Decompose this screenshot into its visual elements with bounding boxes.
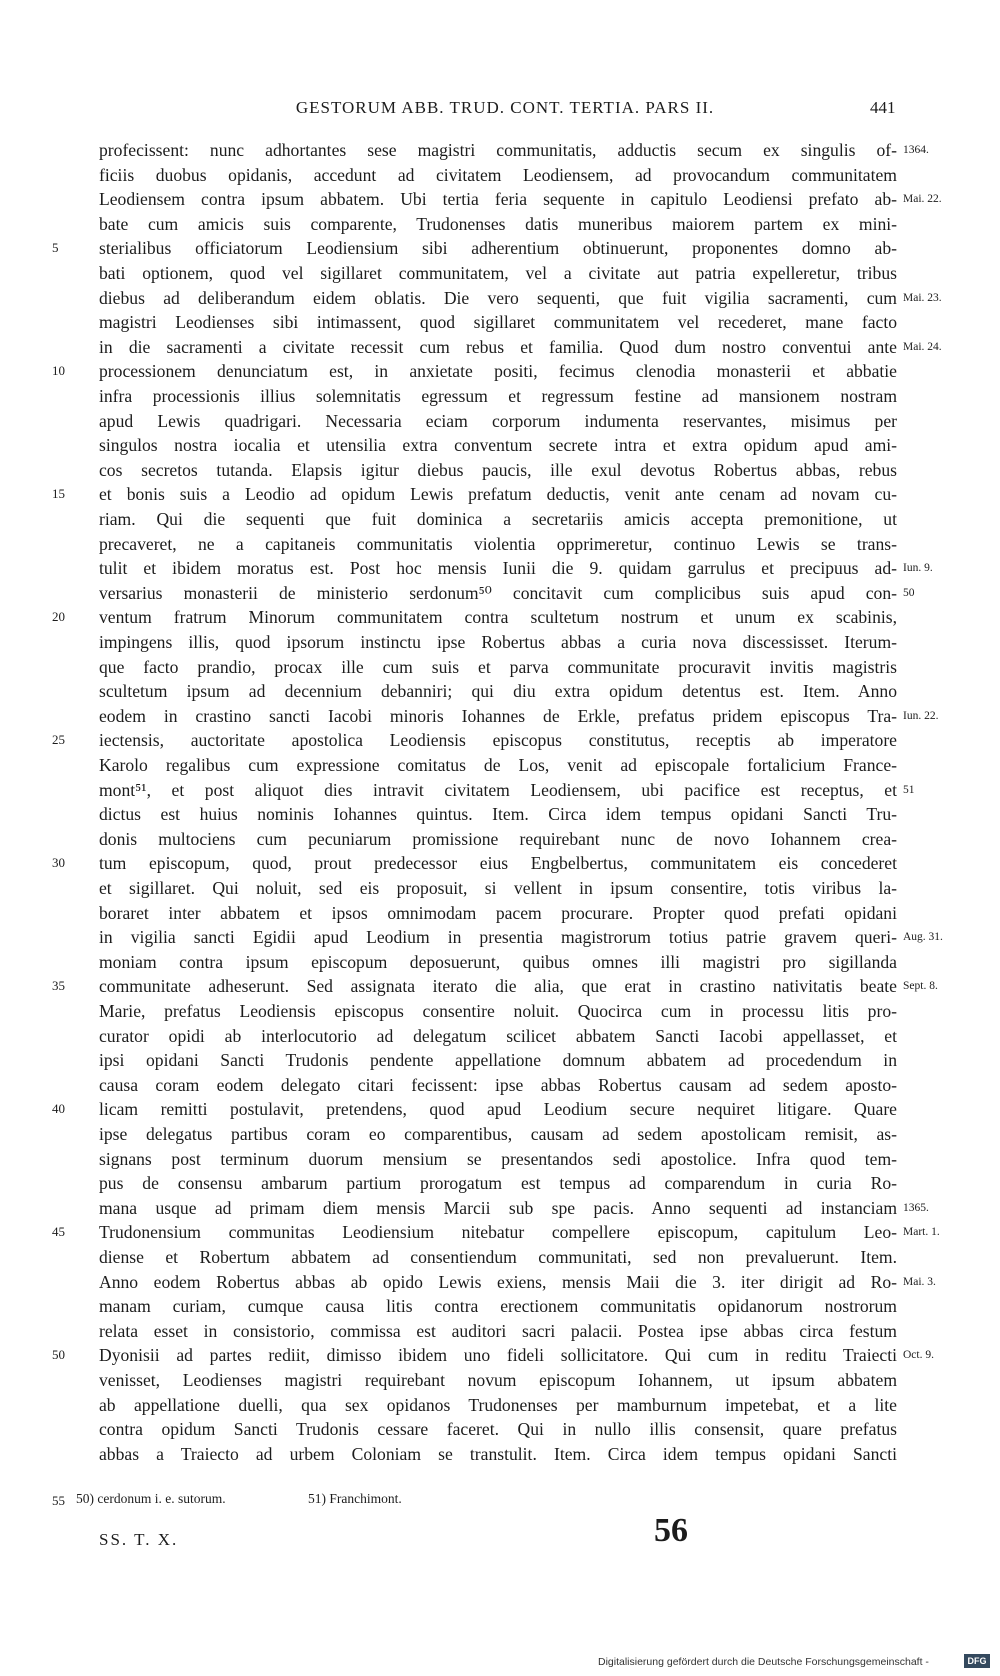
text-line: boraret inter abbatem et ipsos omnimodam pacem procurare. Propter quod prefati opidani xyxy=(99,902,897,923)
text-line: processionem denunciatum est, in anxietate positi, fecimus clenodia monasterii et abbatie xyxy=(99,361,897,382)
line-number: 5 xyxy=(52,240,59,256)
text-line: mana usque ad primam diem mensis Marcii sub spe pacis. Anno sequenti ad instanciam xyxy=(99,1197,897,1218)
text-line: precaveret, ne a capitaneis communitatis violentia opprimeretur, continuo Lewis se trans- xyxy=(99,533,897,554)
text-line: scultetum ipsum ad decennium debanniri; qui diu extra opidum detentus est. Item. Anno xyxy=(99,681,897,702)
text-line: ab appellatione duelli, qua sex opidanos Trudonenses per mamburnum impetebat, et a lite xyxy=(99,1394,897,1415)
line-number: 10 xyxy=(52,363,65,379)
text-line: sterialibus officiatorum Leodiensium sibi adherentium obtinuerunt, proponentes domno ab- xyxy=(99,238,897,259)
text-line: causa coram eodem delegato citari fecissent: ipse abbas Robertus causam ad sedem aposto- xyxy=(99,1074,897,1095)
text-line: pus de consensu ambarum partium prorogatum est tempus ad comparendum in curia Ro- xyxy=(99,1173,897,1194)
text-line: moniam contra ipsum episcopum deposuerunt, quibus omnes illi magistri pro sigillanda xyxy=(99,951,897,972)
margin-note: Mai. 23. xyxy=(903,291,942,304)
footnote-50: 50) cerdonum i. e. sutorum. xyxy=(76,1491,226,1506)
text-line: diense et Robertum abbatem ad consentiendum communitati, sed non prevaluerunt. Item. xyxy=(99,1247,897,1267)
footnote-line-number: 55 xyxy=(52,1493,65,1508)
text-line: in vigilia sancti Egidii apud Leodium in presentia magistrorum totius patrie gravem queri- xyxy=(99,927,897,948)
text-line: singulos nostra iocalia et utensilia extra conventum secrete intra et extra opidum apud ami- xyxy=(99,435,897,456)
margin-note: Iun. 22. xyxy=(903,709,939,722)
margin-note: 1364. xyxy=(903,144,929,156)
text-line: in die sacramenti a civitate recessit cum rebus et familia. Quod dum nostro conventui ante xyxy=(99,336,897,357)
text-line: ficiis duobus opidanis, accedunt ad civitatem Leodiensem, ad provocandum communitatem xyxy=(99,164,897,185)
text-line: bati optionem, quod vel sigillaret communitatem, vel a civitate aut patria expelleretur, tribus xyxy=(99,263,897,283)
text-line: apud Lewis quadrigari. Necessaria eciam corporum indumenta reservantes, misimus per xyxy=(99,410,897,431)
line-number: 45 xyxy=(52,1224,65,1240)
text-line: riam. Qui die sequenti que fuit dominica a secretariis amicis accepta premonitione, ut xyxy=(99,509,897,529)
line-number: 25 xyxy=(52,732,65,748)
text-line: tum episcopum, quod, prout predecessor eius Engbelbertus, communitatem eis concederet xyxy=(99,853,897,874)
text-line: magistri Leodienses sibi intimassent, quod sigillaret communitatem vel recederet, mane facto xyxy=(99,312,897,333)
text-line: manam curiam, cumque causa litis contra erectionem communitatis opidanorum nostrorum xyxy=(99,1296,897,1317)
margin-note: Aug. 31. xyxy=(903,931,943,944)
text-line: eodem in crastino sancti Iacobi minoris Iohannes de Erkle, prefatus pridem episcopus Tra- xyxy=(99,705,897,726)
margin-note: Iun. 9. xyxy=(903,562,933,575)
text-line: venisset, Leodienses magistri requirebant novum episcopum Iohannem, ut ipsum abbatem xyxy=(99,1370,897,1390)
text-line: diebus ad deliberandum eidem oblatis. Die vero sequenti, que fuit vigilia sacramenti, cum xyxy=(99,287,897,308)
text-line: cos secretos tutanda. Elapsis igitur diebus paucis, ille exul devotus Robertus abbas, rebus xyxy=(99,459,897,480)
text-line: et bonis suis a Leodio ad opidum Lewis prefatum deductis, venit ante cenam ad novam cu- xyxy=(99,484,897,505)
text-line: mont⁵¹, et post aliquot dies intravit civitatem Leodiensem, ubi pacifice est receptus, et xyxy=(99,779,897,800)
text-line: profecissent: nunc adhortantes sese magistri communitatis, adductis secum ex singulis of- xyxy=(99,140,897,160)
text-line: Anno eodem Robertus abbas ab opido Lewis exiens, mensis Maii die 3. iter dirigit ad Ro- xyxy=(99,1271,897,1292)
text-line: Marie, prefatus Leodiensis episcopus consentire noluit. Quocirca cum in processu litis pro- xyxy=(99,1001,897,1021)
text-line: curator opidi ab interlocutorio ad delegatum scilicet abbatem Sancti Iacobi appellasset, et xyxy=(99,1025,897,1046)
line-number: 15 xyxy=(52,486,65,502)
line-number: 50 xyxy=(52,1347,65,1363)
digitization-credit: Digitalisierung gefördert durch die Deutsche Forschungsgemeinschaft - xyxy=(598,1656,929,1668)
text-line: relata esset in consistorio, commissa est auditori sacri palacii. Postea ipse abbas circa festum xyxy=(99,1320,897,1341)
text-line: communitate adheserunt. Sed assignata iterato die alia, que erat in crastino nativitatis beate xyxy=(99,976,897,997)
text-line: signans post terminum duorum mensium se presentandos sedi apostolice. Infra quod tem- xyxy=(99,1148,897,1169)
line-number: 40 xyxy=(52,1101,65,1117)
margin-note: Mai. 24. xyxy=(903,340,942,353)
margin-note: Mai. 3. xyxy=(903,1275,936,1288)
margin-note: 51 xyxy=(903,783,915,796)
text-line: tulit et ibidem moratus est. Post hoc mensis Iunii die 9. quidam garrulus et precipuus ad- xyxy=(99,558,897,579)
text-line: bate cum amicis suis comparente, Trudonenses datis muneribus maiorem partem ex mini- xyxy=(99,213,897,234)
signature-mark: SS. T. X. xyxy=(99,1530,179,1549)
margin-note: Sept. 8. xyxy=(903,980,938,993)
text-line: dictus est huius nominis Iohannes quintus. Item. Circa idem tempus opidani Sancti Tru- xyxy=(99,804,897,825)
text-line: contra opidum Sancti Trudonis cessare faceret. Qui in nullo illis consensit, quare prefatus xyxy=(99,1419,897,1440)
text-line: Dyonisii ad partes rediit, dimisso ibidem uno fideli sollicitatore. Qui cum in reditu Traiecti xyxy=(99,1345,897,1366)
line-number: 20 xyxy=(52,609,65,625)
footnote-51: 51) Franchimont. xyxy=(308,1491,402,1506)
text-line: abbas a Traiecto ad urbem Coloniam se transtulit. Item. Circa idem tempus opidani Sancti xyxy=(99,1443,897,1464)
line-number: 35 xyxy=(52,978,65,994)
text-line: donis multociens cum pecuniarum promissione requirebant nunc de novo Iohannem crea- xyxy=(99,828,897,849)
text-line: ipsi opidani Sancti Trudonis pendente appellatione domnum abbatem ad procedendum in xyxy=(99,1050,897,1071)
dfg-logo: DFG xyxy=(964,1654,990,1668)
margin-note: Mart. 1. xyxy=(903,1226,940,1239)
text-line: Leodiensem contra ipsum abbatem. Ubi tertia feria sequente in capitulo Leodiensi prefato ab- xyxy=(99,189,897,210)
text-line: licam remitti postulavit, pretendens, quod apud Leodium secure nequiret litigare. Quare xyxy=(99,1099,897,1120)
text-line: et sigillaret. Qui noluit, sed eis proposuit, si vellent in ipsum consentire, totis viribus la- xyxy=(99,878,897,898)
margin-note: Oct. 9. xyxy=(903,1349,934,1362)
text-line: iectensis, auctoritate apostolica Leodiensis episcopus constitutus, receptis ab imperatore xyxy=(99,730,897,751)
margin-note: 1365. xyxy=(903,1201,929,1214)
margin-note: 50 xyxy=(903,586,915,599)
text-line: Karolo regalibus cum expressione comitatus de Los, venit ad episcopale fortalicium France- xyxy=(99,755,897,775)
page-number: 441 xyxy=(870,98,896,117)
margin-note: Mai. 22. xyxy=(903,193,942,206)
running-title: GESTORUM ABB. TRUD. CONT. TERTIA. PARS II. xyxy=(295,98,715,117)
sheet-number: 56 xyxy=(654,1512,688,1549)
text-line: impingens illis, quod ipsorum instinctu ipse Robertus abbas a curia nova discessisset. Iterum- xyxy=(99,632,897,652)
text-line: ipse delegatus partibus coram eo comparentibus, causam ad sedem apostolicam remisit, as- xyxy=(99,1124,897,1144)
text-line: versarius monasterii de ministerio serdonum⁵⁰ concitavit cum complicibus suis apud con- xyxy=(99,582,897,603)
text-line: infra processionis illius solemnitatis egressum et regressum festine ad mansionem nostram xyxy=(99,386,897,406)
text-line: Trudonensium communitas Leodiensium nitebatur compellere episcopum, capitulum Leo- xyxy=(99,1222,897,1243)
text-line: que facto prandio, procax ille cum suis et parva communitate procuravit invitis magistris xyxy=(99,656,897,677)
text-line: ventum fratrum Minorum communitatem contra scultetum nostrum et unum ex scabinis, xyxy=(99,607,897,628)
line-number: 30 xyxy=(52,855,65,871)
